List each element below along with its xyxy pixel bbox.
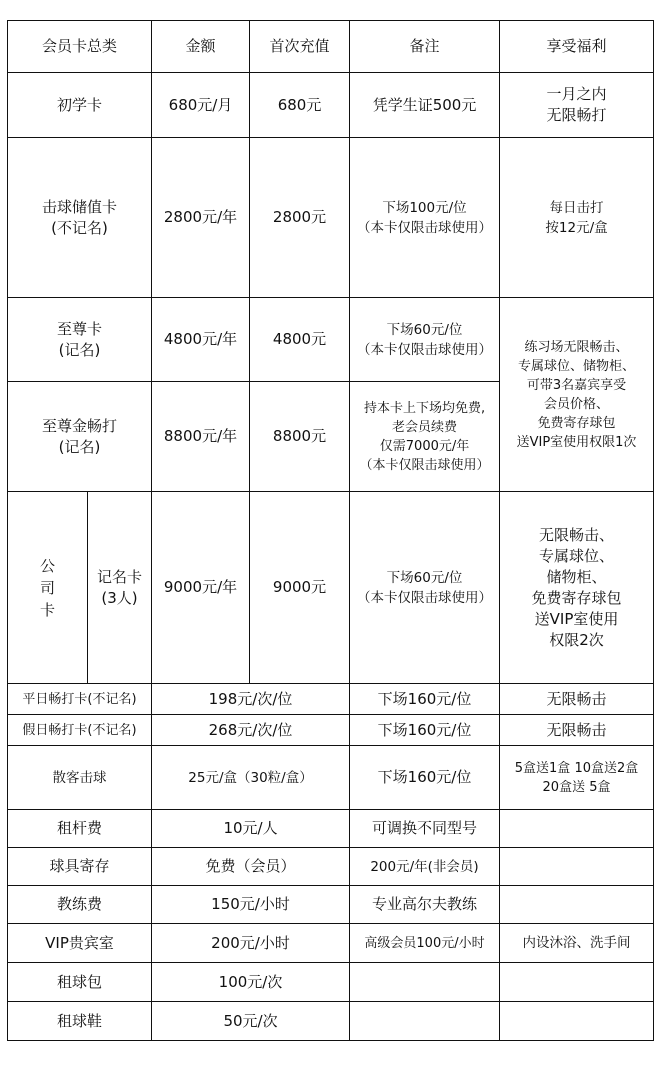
service-benefit: 内设沐浴、洗手间 xyxy=(500,924,654,963)
service-benefit xyxy=(500,848,654,886)
service-benefit xyxy=(500,1002,654,1041)
table-row xyxy=(8,298,654,382)
service-note: 下场160元/位 xyxy=(350,746,500,810)
table-row xyxy=(8,715,654,746)
service-note: 可调换不同型号 xyxy=(350,810,500,848)
header-card-type: 会员卡总类 xyxy=(8,21,152,73)
service-name: 假日畅打卡(不记名) xyxy=(8,715,152,746)
card-first-recharge: 2800元 xyxy=(250,138,350,298)
table-row xyxy=(8,1002,654,1041)
card-amount: 680元/月 xyxy=(152,73,250,138)
service-benefit: 无限畅击 xyxy=(500,715,654,746)
card-benefit: 无限畅击、 专属球位、 储物柜、 免费寄存球包 送VIP室使用 权限2次 xyxy=(500,492,654,684)
card-name: 记名卡 (3人) xyxy=(88,492,152,684)
company-card-group: 公 司 卡 xyxy=(8,492,88,684)
table-row xyxy=(8,810,654,848)
service-name: 球具寄存 xyxy=(8,848,152,886)
table-row xyxy=(8,492,654,684)
card-amount: 4800元/年 xyxy=(152,298,250,382)
header-row xyxy=(8,21,654,73)
card-name: 初学卡 xyxy=(8,73,152,138)
table-row xyxy=(8,73,654,138)
header-amount: 金额 xyxy=(152,21,250,73)
table-row xyxy=(8,886,654,924)
service-note: 下场160元/位 xyxy=(350,715,500,746)
service-name: 散客击球 xyxy=(8,746,152,810)
table-row xyxy=(8,138,654,298)
table-row xyxy=(8,924,654,963)
card-amount: 9000元/年 xyxy=(152,492,250,684)
table-row xyxy=(8,963,654,1002)
card-first-recharge: 8800元 xyxy=(250,382,350,492)
service-note xyxy=(350,1002,500,1041)
table-row xyxy=(8,848,654,886)
service-name: VIP贵宾室 xyxy=(8,924,152,963)
service-price: 25元/盒（30粒/盒） xyxy=(152,746,350,810)
card-name: 至尊金畅打 (记名) xyxy=(8,382,152,492)
service-price: 198元/次/位 xyxy=(152,684,350,715)
service-price: 268元/次/位 xyxy=(152,715,350,746)
service-note: 高级会员100元/小时 xyxy=(350,924,500,963)
service-benefit: 5盒送1盒 10盒送2盒 20盒送 5盒 xyxy=(500,746,654,810)
header-first-recharge: 首次充值 xyxy=(250,21,350,73)
service-name: 租杆费 xyxy=(8,810,152,848)
service-benefit xyxy=(500,886,654,924)
card-benefit: 每日击打 按12元/盒 xyxy=(500,138,654,298)
service-price: 免费（会员） xyxy=(152,848,350,886)
service-price: 200元/小时 xyxy=(152,924,350,963)
service-note xyxy=(350,963,500,1002)
pricing-table-wrapper xyxy=(7,20,654,1041)
card-note: 下场60元/位 （本卡仅限击球使用） xyxy=(350,298,500,382)
card-name: 击球储值卡 (不记名) xyxy=(8,138,152,298)
card-benefit: 一月之内 无限畅打 xyxy=(500,73,654,138)
card-first-recharge: 9000元 xyxy=(250,492,350,684)
card-note: 下场60元/位 （本卡仅限击球使用） xyxy=(350,492,500,684)
service-name: 平日畅打卡(不记名) xyxy=(8,684,152,715)
card-note: 持本卡上下场均免费, 老会员续费 仅需7000元/年 （本卡仅限击球使用） xyxy=(350,382,500,492)
membership-pricing-table xyxy=(7,20,654,1041)
service-price: 50元/次 xyxy=(152,1002,350,1041)
table-row xyxy=(8,746,654,810)
service-note: 200元/年(非会员) xyxy=(350,848,500,886)
card-note: 凭学生证500元 xyxy=(350,73,500,138)
card-name: 至尊卡 (记名) xyxy=(8,298,152,382)
service-note: 专业高尔夫教练 xyxy=(350,886,500,924)
service-benefit xyxy=(500,810,654,848)
service-benefit xyxy=(500,963,654,1002)
service-price: 10元/人 xyxy=(152,810,350,848)
card-amount: 8800元/年 xyxy=(152,382,250,492)
service-name: 租球包 xyxy=(8,963,152,1002)
header-note: 备注 xyxy=(350,21,500,73)
supreme-shared-benefit: 练习场无限畅击、 专属球位、储物柜、 可带3名嘉宾享受 会员价格、 免费寄存球包 送VIP室使用权限1次 xyxy=(500,298,654,492)
service-benefit: 无限畅击 xyxy=(500,684,654,715)
service-name: 租球鞋 xyxy=(8,1002,152,1041)
service-price: 150元/小时 xyxy=(152,886,350,924)
card-amount: 2800元/年 xyxy=(152,138,250,298)
service-price: 100元/次 xyxy=(152,963,350,1002)
table-row xyxy=(8,684,654,715)
service-name: 教练费 xyxy=(8,886,152,924)
card-first-recharge: 4800元 xyxy=(250,298,350,382)
card-note: 下场100元/位 （本卡仅限击球使用） xyxy=(350,138,500,298)
service-note: 下场160元/位 xyxy=(350,684,500,715)
card-first-recharge: 680元 xyxy=(250,73,350,138)
header-benefit: 享受福利 xyxy=(500,21,654,73)
